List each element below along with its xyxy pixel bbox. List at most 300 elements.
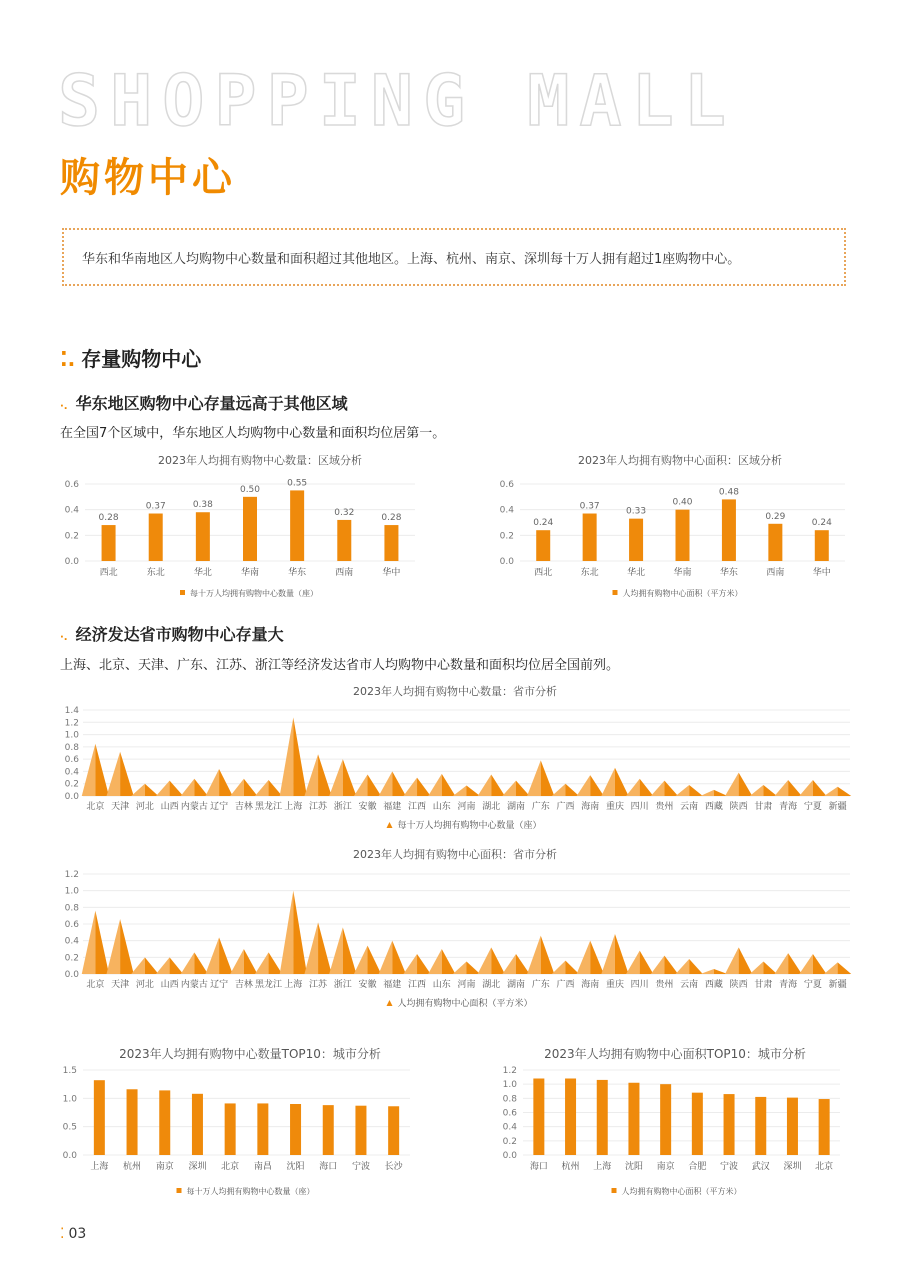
y-tick-label: 0.5 <box>62 1122 77 1133</box>
y-tick-label: 1.4 <box>64 706 79 716</box>
legend-swatch <box>387 1000 393 1006</box>
x-tick-label: 南昌 <box>253 1162 272 1172</box>
x-tick-label: 长沙 <box>384 1162 403 1172</box>
bar <box>536 530 550 561</box>
bar <box>628 1083 639 1155</box>
page-number-text: 03 <box>68 1226 87 1242</box>
peak-left <box>700 969 714 974</box>
subsection-title-1-text: 华东地区购物中心存量远高于其他区域 <box>75 394 348 413</box>
peak-right <box>293 891 307 974</box>
data-label: 0.28 <box>98 513 119 524</box>
peak-left <box>750 785 764 796</box>
bar <box>257 1103 268 1155</box>
peak-left <box>131 957 145 974</box>
x-tick-label: 海南 <box>581 802 600 812</box>
peak-right <box>565 784 579 796</box>
y-tick-label: 1.0 <box>62 1094 77 1105</box>
bar <box>819 1099 830 1155</box>
section-title-text: 存量购物中心 <box>81 347 202 371</box>
x-tick-label: 青海 <box>779 980 798 990</box>
bar <box>243 497 257 561</box>
x-tick-label: 广东 <box>531 980 550 990</box>
peak-right <box>95 744 109 796</box>
peak-right <box>615 934 629 974</box>
x-tick-label: 深圳 <box>783 1162 802 1172</box>
x-tick-label: 吉林 <box>234 980 253 990</box>
x-tick-label: 湖北 <box>482 802 501 812</box>
peak-left <box>428 949 442 974</box>
x-tick-label: 华中 <box>382 568 401 578</box>
x-tick-label: 云南 <box>680 980 699 990</box>
y-tick-label: 0.6 <box>499 480 514 490</box>
peak-right <box>491 775 505 797</box>
legend-label: 每十万人均拥有购物中心数量（座） <box>397 821 542 831</box>
x-tick-label: 天津 <box>111 802 130 812</box>
page-number <box>60 1226 86 1242</box>
subsection-title-1 <box>60 391 348 414</box>
chart-city-count <box>55 1062 415 1208</box>
peak-left <box>181 779 195 796</box>
peak-right <box>590 775 604 796</box>
peak-right <box>219 769 233 796</box>
x-tick-label: 宁夏 <box>803 802 822 812</box>
y-tick-label: 0.0 <box>62 1151 77 1161</box>
x-tick-label: 重庆 <box>605 802 624 812</box>
peak-left <box>626 779 640 796</box>
y-tick-label: 0.0 <box>64 557 79 567</box>
bar <box>676 510 690 561</box>
subsection-title-2-text: 经济发达省市购物中心存量大 <box>75 625 284 644</box>
x-tick-label: 东北 <box>146 568 165 578</box>
peak-right <box>689 785 703 796</box>
peak-left <box>725 773 739 796</box>
bar <box>533 1079 544 1156</box>
peak-right <box>417 778 431 796</box>
peak-right <box>689 959 703 974</box>
dots-icon: ·. <box>60 632 68 643</box>
bar <box>384 525 398 561</box>
y-tick-label: 0.4 <box>64 936 79 947</box>
data-label: 0.55 <box>287 478 308 489</box>
peak-left <box>453 786 467 796</box>
peak-right <box>763 785 777 796</box>
y-tick-label: 0.8 <box>64 742 79 753</box>
x-tick-label: 江苏 <box>309 802 328 812</box>
x-tick-label: 宁波 <box>351 1162 370 1172</box>
bar <box>192 1094 203 1155</box>
data-label: 0.37 <box>579 501 600 512</box>
peak-right <box>491 947 505 974</box>
x-tick-label: 上海 <box>284 980 303 990</box>
bar <box>724 1094 735 1155</box>
x-tick-label: 辽宁 <box>210 980 229 990</box>
bar <box>815 530 829 561</box>
x-tick-label: 沈阳 <box>624 1162 643 1172</box>
x-tick-label: 海口 <box>319 1162 338 1172</box>
x-tick-label: 西藏 <box>704 980 723 990</box>
bar <box>290 1104 301 1155</box>
page-title: 购物中心 <box>60 155 236 201</box>
peak-right <box>763 962 777 975</box>
y-tick-label: 1.0 <box>502 1080 517 1091</box>
peak-right <box>442 949 456 974</box>
peak-right <box>541 760 555 796</box>
bar <box>196 512 210 561</box>
y-tick-label: 1.2 <box>64 718 79 729</box>
y-tick-label: 0.4 <box>64 767 79 778</box>
peak-left <box>255 780 269 796</box>
bar <box>692 1093 703 1155</box>
chart-region-count <box>55 468 415 608</box>
y-tick-label: 0.2 <box>64 779 79 790</box>
peak-left <box>601 768 615 796</box>
x-tick-label: 北京 <box>86 802 105 812</box>
x-tick-label: 杭州 <box>123 1162 142 1172</box>
x-tick-label: 南京 <box>656 1162 675 1172</box>
data-label: 0.48 <box>718 487 739 498</box>
peak-right <box>788 780 802 796</box>
peak-left <box>552 961 566 974</box>
x-tick-label: 东北 <box>580 568 599 578</box>
chart-title-region-count: 2023年人均拥有购物中心数量：区域分析 <box>158 454 362 467</box>
chart-province-count <box>55 698 855 838</box>
bar <box>597 1080 608 1155</box>
peak-right <box>95 911 109 974</box>
x-tick-label: 陕西 <box>729 980 748 990</box>
peak-right <box>368 946 382 974</box>
x-tick-label: 吉林 <box>234 802 253 812</box>
peak-right <box>145 784 159 796</box>
peak-right <box>516 781 530 796</box>
x-tick-label: 四川 <box>630 980 649 990</box>
y-tick-label: 1.2 <box>64 870 79 880</box>
x-tick-label: 广西 <box>556 980 575 990</box>
peak-left <box>354 946 368 974</box>
y-tick-label: 1.5 <box>62 1066 77 1076</box>
legend-swatch <box>612 1188 617 1193</box>
bar <box>583 514 597 561</box>
x-tick-label: 西南 <box>335 568 354 578</box>
peak-right <box>120 752 134 796</box>
peak-left <box>676 785 690 796</box>
peak-left <box>527 760 541 796</box>
x-tick-label: 华东 <box>719 568 738 578</box>
bar <box>159 1090 170 1155</box>
peak-right <box>343 927 357 974</box>
subsection-title-2 <box>60 622 284 645</box>
peak-left <box>255 952 269 974</box>
data-label: 0.32 <box>334 507 355 518</box>
x-tick-label: 贵州 <box>655 802 674 812</box>
peak-left <box>552 784 566 796</box>
x-tick-label: 甘肃 <box>754 802 773 812</box>
x-tick-label: 华北 <box>193 568 212 578</box>
peak-left <box>156 781 170 796</box>
bar <box>290 490 304 561</box>
x-tick-label: 上海 <box>90 1162 109 1172</box>
x-tick-label: 江西 <box>408 980 427 990</box>
y-tick-label: 0.4 <box>502 1122 517 1133</box>
chart-title-province-count: 2023年人均拥有购物中心数量：省市分析 <box>353 685 557 698</box>
y-tick-label: 0.6 <box>64 920 79 930</box>
bar <box>102 525 116 561</box>
bar <box>337 520 351 561</box>
data-label: 0.24 <box>811 518 832 529</box>
chart-region-area <box>490 468 850 608</box>
y-tick-label: 0.4 <box>64 505 79 516</box>
peak-left <box>329 759 343 796</box>
legend-swatch <box>387 822 393 828</box>
x-tick-label: 青海 <box>779 802 798 812</box>
peak-right <box>269 952 283 974</box>
x-tick-label: 沈阳 <box>286 1162 305 1172</box>
y-tick-label: 0.0 <box>64 792 79 802</box>
chart-title-region-area: 2023年人均拥有购物中心面积：区域分析 <box>578 454 782 467</box>
legend-swatch <box>613 590 618 595</box>
peak-right <box>194 779 208 796</box>
x-tick-label: 天津 <box>111 980 130 990</box>
x-tick-label: 西北 <box>99 568 118 578</box>
y-tick-label: 0.2 <box>64 953 79 964</box>
peak-left <box>280 891 294 974</box>
x-tick-label: 甘肃 <box>754 980 773 990</box>
peak-left <box>304 922 318 974</box>
peak-left <box>453 962 467 975</box>
x-tick-label: 河南 <box>457 980 476 990</box>
peak-left <box>428 774 442 796</box>
peak-right <box>813 780 827 796</box>
x-tick-label: 海口 <box>529 1162 548 1172</box>
peak-left <box>205 769 219 796</box>
peak-left <box>626 951 640 974</box>
peak-left <box>82 744 96 796</box>
peak-right <box>615 768 629 796</box>
y-tick-label: 0.6 <box>64 480 79 490</box>
y-tick-label: 0.6 <box>64 755 79 766</box>
x-tick-label: 宁夏 <box>803 980 822 990</box>
legend-label: 人均拥有购物中心面积（平方米） <box>621 1187 742 1196</box>
x-tick-label: 湖北 <box>482 980 501 990</box>
peak-right <box>838 787 852 796</box>
peak-right <box>788 953 802 974</box>
section-title <box>60 343 201 372</box>
peak-left <box>82 911 96 974</box>
chart-title-province-area: 2023年人均拥有购物中心面积：省市分析 <box>353 848 557 861</box>
x-tick-label: 山西 <box>160 980 179 990</box>
peak-left <box>775 780 789 796</box>
bar <box>722 499 736 561</box>
peak-left <box>230 949 244 974</box>
x-tick-label: 江西 <box>408 802 427 812</box>
x-tick-label: 黑龙江 <box>255 802 283 812</box>
dots-icon: ⁚ <box>60 1226 65 1242</box>
legend-label: 人均拥有购物中心面积（平方米） <box>397 999 533 1009</box>
x-tick-label: 西北 <box>534 568 553 578</box>
peak-right <box>442 774 456 796</box>
x-tick-label: 华北 <box>627 568 646 578</box>
peak-left <box>230 779 244 796</box>
peak-left <box>502 781 516 796</box>
x-tick-label: 新疆 <box>828 802 847 812</box>
y-tick-label: 0.2 <box>499 531 514 542</box>
peak-right <box>368 775 382 797</box>
summary-text: 华东和华南地区人均购物中心数量和面积超过其他地区。上海、杭州、南京、深圳每十万人拥有超过1座购物中心。 <box>82 252 741 267</box>
peak-right <box>170 957 184 974</box>
x-tick-label: 北京 <box>221 1162 240 1172</box>
x-tick-label: 北京 <box>86 980 105 990</box>
peak-left <box>527 936 541 974</box>
bar <box>149 514 163 561</box>
x-tick-label: 华南 <box>240 568 260 578</box>
peak-right <box>219 937 233 974</box>
background-title: SHOPPING MALL <box>58 60 736 142</box>
x-tick-label: 福建 <box>383 802 402 812</box>
x-tick-label: 黑龙江 <box>255 980 283 990</box>
data-label: 0.24 <box>533 518 554 529</box>
y-tick-label: 0.0 <box>502 1151 517 1161</box>
x-tick-label: 湖南 <box>506 802 525 812</box>
x-tick-label: 浙江 <box>333 802 352 812</box>
peak-left <box>478 947 492 974</box>
peak-left <box>824 962 838 974</box>
data-label: 0.29 <box>765 511 786 522</box>
chart-province-area <box>55 862 855 1012</box>
peak-left <box>107 752 121 796</box>
x-tick-label: 江苏 <box>309 980 328 990</box>
y-tick-label: 0.0 <box>499 557 514 567</box>
x-tick-label: 华南 <box>673 568 692 578</box>
x-tick-label: 四川 <box>630 802 649 812</box>
peak-left <box>304 754 318 796</box>
bar <box>127 1089 138 1155</box>
x-tick-label: 云南 <box>680 802 699 812</box>
x-tick-label: 新疆 <box>828 980 847 990</box>
peak-left <box>156 957 170 974</box>
x-tick-label: 重庆 <box>605 980 624 990</box>
subsection-desc-1: 在全国7个区域中，华东地区人均购物中心数量和面积均位居第一。 <box>60 426 446 441</box>
y-tick-label: 0.0 <box>64 970 79 980</box>
peak-left <box>651 956 665 974</box>
peak-right <box>318 922 332 974</box>
peak-right <box>640 779 654 796</box>
x-tick-label: 广西 <box>556 802 575 812</box>
peak-right <box>664 781 678 796</box>
peak-right <box>145 957 159 974</box>
y-tick-label: 0.6 <box>502 1108 517 1119</box>
peak-right <box>467 786 481 796</box>
peak-right <box>838 962 852 974</box>
peak-left <box>329 927 343 974</box>
x-tick-label: 贵州 <box>655 980 674 990</box>
peak-right <box>343 759 357 796</box>
x-tick-label: 杭州 <box>561 1162 580 1172</box>
legend-swatch <box>177 1188 182 1193</box>
x-tick-label: 上海 <box>284 802 303 812</box>
peak-left <box>478 775 492 797</box>
bar <box>94 1080 105 1155</box>
bar <box>225 1103 236 1155</box>
x-tick-label: 西南 <box>766 568 785 578</box>
peak-left <box>131 784 145 796</box>
y-tick-label: 0.2 <box>502 1136 517 1147</box>
legend-swatch <box>180 590 185 595</box>
peak-right <box>170 781 184 796</box>
y-tick-label: 0.8 <box>502 1094 517 1105</box>
x-tick-label: 河北 <box>135 802 154 812</box>
peak-right <box>714 790 728 796</box>
x-tick-label: 西藏 <box>704 802 723 812</box>
bar <box>323 1105 334 1155</box>
peak-left <box>354 775 368 797</box>
peak-right <box>244 949 258 974</box>
peak-left <box>577 775 591 796</box>
peak-left <box>403 778 417 796</box>
x-tick-label: 陕西 <box>729 802 748 812</box>
peak-right <box>194 952 208 974</box>
bar <box>755 1097 766 1155</box>
data-label: 0.28 <box>381 513 402 524</box>
data-label: 0.40 <box>672 497 693 508</box>
peak-left <box>181 952 195 974</box>
data-label: 0.37 <box>145 501 166 512</box>
chart-title-city-count: 2023年人均拥有购物中心数量TOP10：城市分析 <box>119 1047 381 1061</box>
dots-icon: ⁚. <box>60 347 76 371</box>
peak-left <box>725 947 739 974</box>
peak-right <box>664 956 678 974</box>
x-tick-label: 武汉 <box>751 1162 770 1172</box>
x-tick-label: 山东 <box>432 980 451 990</box>
x-tick-label: 宁波 <box>720 1162 739 1172</box>
peak-right <box>120 919 134 974</box>
x-tick-label: 深圳 <box>188 1162 207 1172</box>
peak-right <box>739 947 753 974</box>
y-tick-label: 0.2 <box>64 531 79 542</box>
peak-left <box>799 780 813 796</box>
bar <box>388 1106 399 1155</box>
peak-left <box>107 919 121 974</box>
x-tick-label: 辽宁 <box>210 802 229 812</box>
peak-left <box>824 787 838 796</box>
y-tick-label: 0.8 <box>64 903 79 914</box>
data-label: 0.33 <box>626 506 647 517</box>
data-label: 0.38 <box>192 500 213 511</box>
peak-right <box>565 961 579 974</box>
bar <box>768 524 782 561</box>
bar <box>660 1084 671 1155</box>
legend-label: 人均拥有购物中心面积（平方米） <box>622 589 743 598</box>
x-tick-label: 南京 <box>155 1162 174 1172</box>
x-tick-label: 山东 <box>432 802 451 812</box>
x-tick-label: 合肥 <box>688 1162 707 1172</box>
x-tick-label: 内蒙古 <box>180 802 208 812</box>
dots-icon: ·. <box>60 401 68 412</box>
y-tick-label: 0.4 <box>499 505 514 516</box>
x-tick-label: 浙江 <box>333 980 352 990</box>
peak-left <box>750 962 764 975</box>
x-tick-label: 海南 <box>581 980 600 990</box>
peak-left <box>601 934 615 974</box>
x-tick-label: 北京 <box>815 1162 834 1172</box>
peak-right <box>541 936 555 974</box>
bar <box>629 519 643 561</box>
x-tick-label: 内蒙古 <box>180 980 208 990</box>
peak-right <box>739 773 753 796</box>
subsection-desc-2: 上海、北京、天津、广东、江苏、浙江等经济发达省市人均购物中心数量和面积均位居全国前列。 <box>60 658 620 673</box>
y-tick-label: 1.0 <box>64 886 79 897</box>
legend-label: 每十万人均拥有购物中心数量（座） <box>186 1187 315 1196</box>
x-tick-label: 河南 <box>457 802 476 812</box>
y-tick-label: 1.0 <box>64 730 79 741</box>
